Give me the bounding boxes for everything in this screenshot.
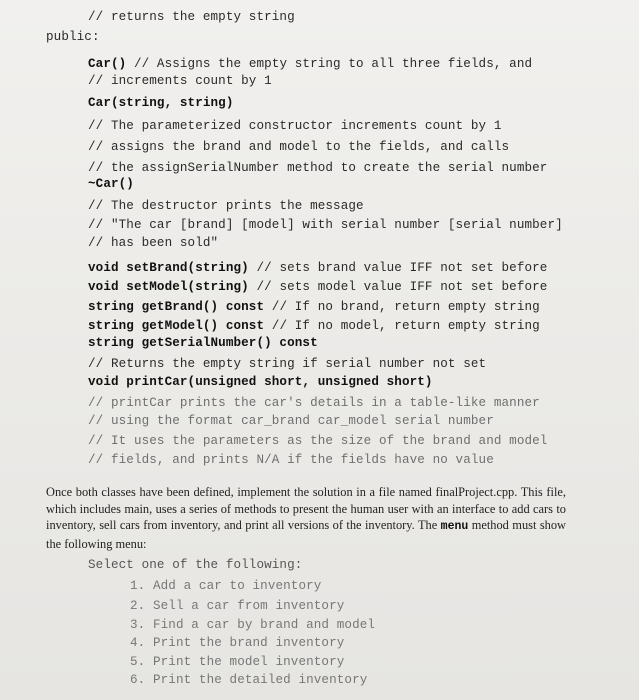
code-line-destructor-comment-2: // "The car [brand] [model] with serial number [serial number]	[88, 218, 563, 232]
instructions-paragraph	[46, 484, 566, 552]
code-line-param-ctor: Car(string, string)	[88, 96, 234, 110]
menu-item-1: 1. Add a car to inventory	[130, 579, 322, 593]
code-signature: void setBrand(string)	[88, 261, 249, 275]
code-line-returns: // returns the empty string	[88, 10, 295, 24]
code-comment: // If no model, return empty string	[264, 319, 540, 333]
menu-item-6: 6. Print the detailed inventory	[130, 673, 368, 687]
code-line-param-comment-3: // the assignSerialNumber method to create the serial number	[88, 161, 548, 175]
code-signature: string getBrand() const	[88, 300, 265, 314]
code-line-printcar-comment-1: // printCar prints the car's details in a table-like manner	[88, 396, 540, 410]
menu-item-5: 5. Print the model inventory	[130, 655, 345, 669]
code-line-increments: // increments count by 1	[88, 74, 272, 88]
code-line-printcar-comment-4: // fields, and prints N/A if the fields have no value	[88, 453, 494, 467]
code-line-getserial: string getSerialNumber() const	[88, 336, 318, 350]
code-comment: // sets model value IFF not set before	[248, 280, 548, 294]
code-comment: // Assigns the empty string to all three fields, and	[126, 57, 533, 71]
code-signature: string getModel() const	[88, 319, 265, 333]
code-signature: void setModel(string)	[88, 280, 249, 294]
code-line-getserial-comment: // Returns the empty string if serial number not set	[88, 357, 487, 371]
code-comment: // If no brand, return empty string	[264, 300, 540, 314]
menu-item-4: 4. Print the brand inventory	[130, 636, 345, 650]
code-line-destructor-comment-3: // has been sold"	[88, 236, 219, 250]
code-line-param-comment-2: // assigns the brand and model to the fields, and calls	[88, 140, 510, 154]
paragraph-text-1: Once both classes have been defined, implement the solution in a file named finalProject.cpp. This file, which includes main, uses a series of methods to present the human user with an interface to add cars to inventory, sell cars from inventory, and print all versions of the inventory. The	[46, 485, 566, 532]
menu-heading: Select one of the following:	[88, 558, 303, 572]
menu-keyword: menu	[440, 520, 469, 533]
code-line-public: public:	[46, 30, 100, 44]
menu-item-3: 3. Find a car by brand and model	[130, 618, 376, 632]
code-line-destructor: ~Car()	[88, 177, 134, 191]
code-line-getbrand	[88, 298, 540, 317]
paragraph-text-2: method must show the following menu:	[46, 518, 567, 551]
code-line-param-comment-1: // The parameterized constructor increments count by 1	[88, 119, 502, 133]
code-line-destructor-comment-1: // The destructor prints the message	[88, 199, 364, 213]
code-line-printcar-comment-3: // It uses the parameters as the size of the brand and model	[88, 434, 548, 448]
menu-item-2: 2. Sell a car from inventory	[130, 599, 345, 613]
code-line-printcar-comment-2: // using the format car_brand car_model serial number	[88, 414, 494, 428]
code-line-setmodel	[88, 278, 547, 297]
code-line-printcar: void printCar(unsigned short, unsigned short)	[88, 375, 433, 389]
code-comment: // sets brand value IFF not set before	[248, 261, 548, 275]
code-keyword: Car()	[88, 57, 127, 71]
code-line-setbrand	[88, 259, 547, 278]
